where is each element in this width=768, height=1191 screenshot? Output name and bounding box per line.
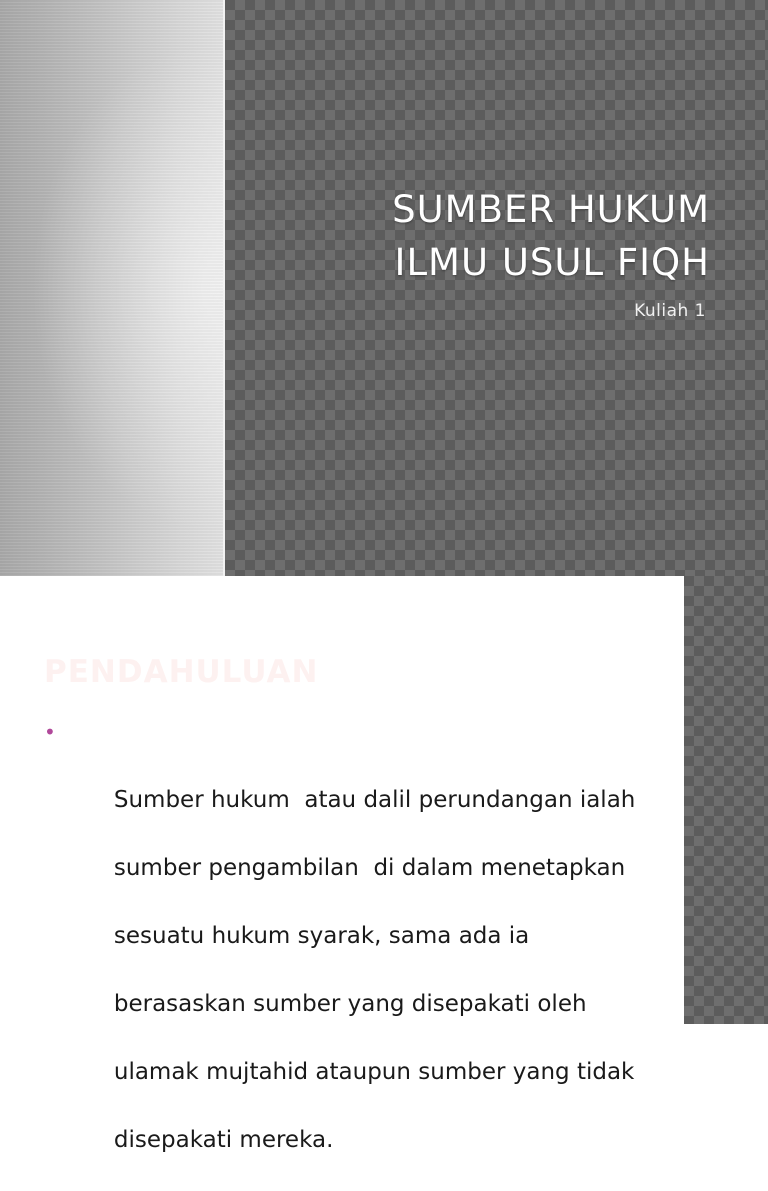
slide-heading: PENDAHULUAN <box>44 654 319 690</box>
bullet-line-5: ulamak mujtahid ataupun sumber yang tidak <box>113 1059 635 1085</box>
slide-subtitle: Kuliah 1 <box>634 301 706 321</box>
slide-title <box>392 183 710 289</box>
diamond-pattern-strip <box>684 576 768 1024</box>
gradient-panel <box>0 0 223 576</box>
bullet-line-2: sumber pengambilan di dalam menetapkan <box>113 855 626 881</box>
title-slide <box>0 0 768 576</box>
content-slide <box>0 576 768 1153</box>
bullet-icon: • <box>44 720 56 744</box>
bullet-line-3: sesuatu hukum syarak, sama ada ia <box>113 923 530 949</box>
bullet-item <box>44 715 644 1191</box>
bullet-line-4: berasaskan sumber yang disepakati oleh <box>113 991 587 1017</box>
bullet-list <box>44 715 644 1191</box>
slide-title-line-1: SUMBER HUKUM <box>392 188 710 231</box>
slide-title-line-2: ILMU USUL FIQH <box>394 241 710 284</box>
diamond-pattern-panel <box>225 0 768 576</box>
bullet-line-6: disepakati mereka. <box>113 1127 334 1153</box>
bullet-line-1: Sumber hukum atau dalil perundangan ialah <box>113 787 636 813</box>
